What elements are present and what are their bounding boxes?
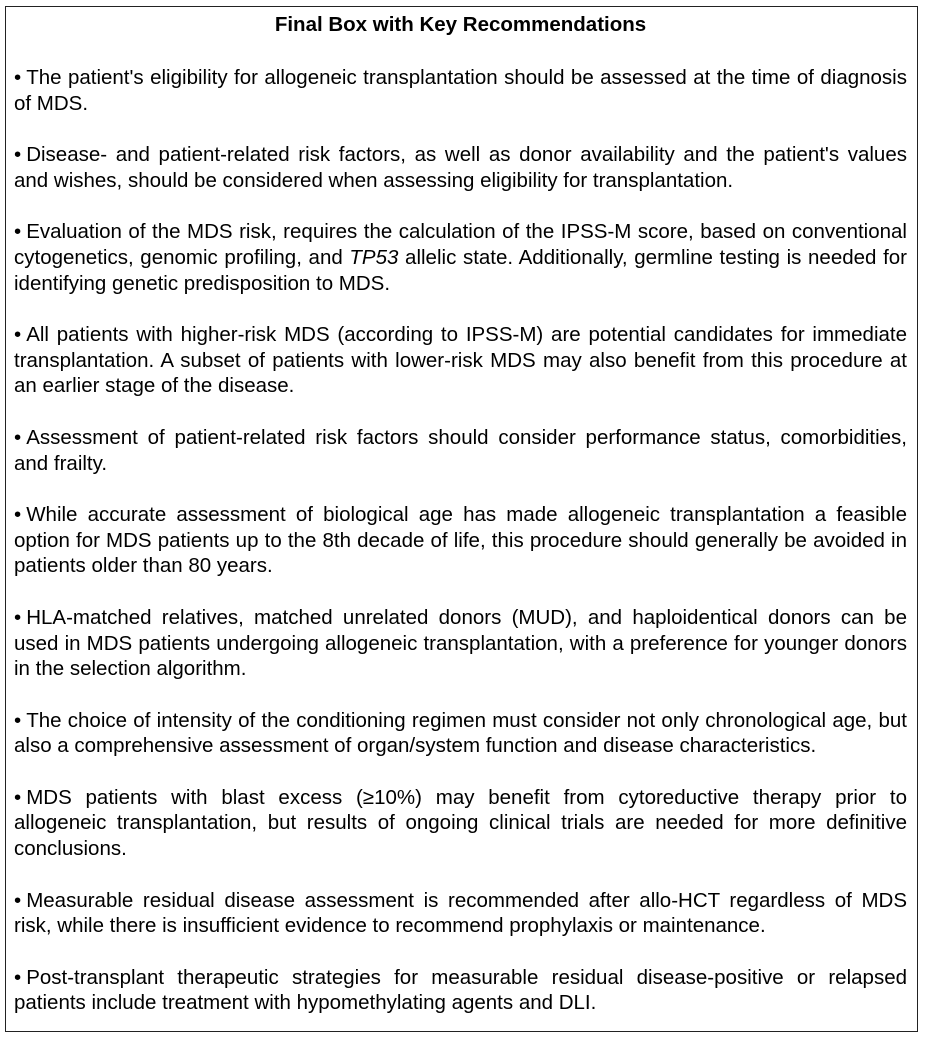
recommendation-text: While accurate assessment of biological age has made allogeneic transplantation a feasible option for MDS patients up to the 8th decade of life, this procedure should generally be avoided in patients older than 80 years. <box>14 503 907 578</box>
recommendation-text: Disease- and patient-related risk factors, as well as donor availability and the patient's values and wishes, should be considered when assessing eligibility for transplantation. <box>14 143 907 192</box>
recommendation-item <box>14 142 907 193</box>
recommendation-item <box>14 322 907 399</box>
bullet: • <box>14 220 22 244</box>
recommendation-text: The patient's eligibility for allogeneic transplantation should be assessed at the time of diagnosis of MDS. <box>14 66 907 115</box>
recommendation-text: MDS patients with blast excess (≥10%) may benefit from cytoreductive therapy prior to allogeneic transplantation, but results of ongoing clinical trials are needed for more definitive conclusions. <box>14 785 907 861</box>
recommendation-text: The choice of intensity of the conditioning regimen must consider not only chronological age, but also a comprehensive assessment of organ/system function and disease characteristics. <box>14 708 907 758</box>
bullet: • <box>14 425 22 449</box>
recommendation-item <box>14 605 907 682</box>
recommendation-text: HLA-matched relatives, matched unrelated donors (MUD), and haploidentical donors can be used in MDS patients undergoing allogeneic transplantation, with a preference for younger donors in the selection algorithm. <box>14 605 907 681</box>
recommendation-item <box>14 219 907 296</box>
bullet: • <box>14 708 22 732</box>
recommendation-item <box>14 965 907 1016</box>
recommendation-item <box>14 502 907 579</box>
recommendation-item <box>14 888 907 939</box>
bullet: • <box>14 605 22 629</box>
recommendation-text: All patients with higher-risk MDS (according to IPSS-M) are potential candidates for immediate transplantation. A subset of patients with lower-risk MDS may also benefit from this procedure at an earlier stage of the disease. <box>14 323 907 398</box>
recommendation-text: Assessment of patient-related risk factors should consider performance status, comorbidities, and frailty. <box>14 425 907 475</box>
recommendation-text: Evaluation of the MDS risk, requires the calculation of the IPSS-M score, based on conventional cytogenetics, genomic profiling, and <box>14 220 907 269</box>
gene-name: TP53 <box>349 245 399 269</box>
recommendation-item <box>14 708 907 759</box>
bullet: • <box>14 785 22 809</box>
bullet: • <box>14 888 22 912</box>
bullet: • <box>14 503 22 527</box>
recommendation-text: allelic state. Additionally, germline testing is needed for identifying genetic predisposition to MDS. <box>14 245 907 295</box>
recommendation-text: Measurable residual disease assessment is recommended after allo-HCT regardless of MDS risk, while there is insufficient evidence to recommend prophylaxis or maintenance. <box>14 888 907 938</box>
bullet: • <box>14 965 22 989</box>
bullet: • <box>14 323 22 347</box>
bullet: • <box>14 143 22 167</box>
key-recommendations-box <box>5 6 918 1032</box>
bullet: • <box>14 66 22 89</box>
recommendation-item <box>14 425 907 476</box>
recommendation-item <box>14 785 907 862</box>
recommendation-text: Post-transplant therapeutic strategies for measurable residual disease-positive or relapsed patients include treatment with hypomethylating agents and DLI. <box>14 965 907 1015</box>
recommendation-item <box>14 65 907 116</box>
box-title: Final Box with Key Recommendations <box>274 13 647 36</box>
